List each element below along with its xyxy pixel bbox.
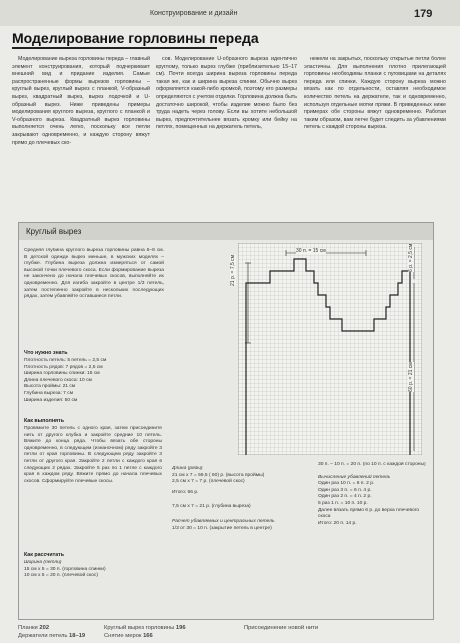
- panel-title: Круглый вырез: [26, 227, 82, 236]
- need-line: Ширина изделия: 50 см: [24, 397, 78, 403]
- footer-ref: Снятие мерок 166: [104, 633, 153, 639]
- page-number: 179: [414, 8, 433, 20]
- text-column-1: [12, 56, 150, 216]
- calc-list: [24, 560, 174, 586]
- chart-grid: [238, 243, 422, 455]
- right-upper-label: 6 р. = 2,5 см: [408, 243, 414, 272]
- text-column-3: [304, 56, 446, 216]
- how-heading: Как выполнять: [24, 418, 64, 424]
- knitting-chart: [238, 243, 422, 460]
- need-heading: Что нужно знать: [24, 350, 68, 356]
- calc-line: 21 см х 7 = 59,5 ( 60) р. (высота проймы): [172, 472, 265, 478]
- calc-line: 2,5 см х 7 = 7 р. (плечевой скос): [172, 479, 245, 485]
- calc-line: Расчет убавляемых и центральных петель: [172, 518, 275, 524]
- need-line: Ширина горловины спинки: 15 см: [24, 371, 100, 377]
- calc-line: Ширина (петли): [24, 560, 62, 565]
- footer-ref: Круглый вырез горловины 196: [104, 625, 186, 631]
- footer-ref: Держатели петель 18–19: [18, 633, 86, 639]
- calc-line: 5 раз 1 п. = 10 п. 10 р.: [318, 500, 368, 506]
- calc-line: Итого: 66 р.: [172, 489, 199, 495]
- calc-line: 30 п. – 10 п. = 20 п. (по 10 п. с каждой стороны): [318, 462, 426, 467]
- intro-text: Средняя глубина круглого выреза горловины равна 6–8 см. В детской одежде вырез меньше, в мужских моделях – глубже. Глубина выреза должна измеряться от самой высокой точки плечевого скоса. Если формирование выреза не закончено до начала плечевых скосов, выполняйте их одновременно. Для изгиба закройте в центре 1/3 петель, затем постепенно закройте в нескольких последующих рядах, затем убавляйте оставшиеся петли.: [24, 248, 164, 300]
- right-lower-label: 60 р. = 21 см: [408, 362, 414, 392]
- calc-heading: Как рассчитать: [24, 552, 65, 558]
- calc-line: 10 см х 5 = 20 п. (плечевой скос): [24, 573, 98, 579]
- paragraph: нежели на закрытых, поскольку открытые петли более эластичны. Для выполнения плотно прилегающей горловины необходимы планки с пуговицами на деталях переда или спинки. Каждую сторону выреза можно вязать как по отдельности, оставляя необходимое количество петель на держателе, так и одновременно, используя отдельные мотки пряжи. В приведенных ниже примерах обе стороны вяжут одновременно. Работая таким образом, вам легче будет следить за убавлениями петель с каждой стороны выреза.: [304, 56, 446, 131]
- width-label: 30 п. = 15 см: [296, 248, 326, 254]
- need-line: Глубина выреза: 7 см: [24, 390, 74, 396]
- calc-line: Вычисление убавлений петель: [318, 474, 391, 480]
- calc-line: Далее вязать прямо 6 р. до верха плечевого скоса: [318, 507, 420, 520]
- calc-line: Один раз 2 п. = 4 п. 2 р.: [318, 494, 372, 500]
- text-column-2: [156, 56, 297, 216]
- calc-line: 1/3 от 30 = 10 п. (закрытие петель в центре): [172, 525, 272, 531]
- need-line: Высота проймы: 21 см: [24, 384, 76, 390]
- calc-line: Итого: 20 п. 14 р.: [318, 520, 357, 526]
- footer-ref: Планки 202: [18, 625, 50, 631]
- length-calc: [172, 466, 308, 616]
- need-line: Длина плечевого скоса: 10 см: [24, 377, 92, 383]
- page-title: Моделирование горловины переда: [12, 30, 259, 46]
- paragraph: сов. Моделирование U-образного выреза идентично круглому, только вырез глубже (приблизительно 15–17 см). Почти всегда ширина выреза горловины переда такая же, как и ширина выреза спинки. Обычно вырез оформляется какой-либо кромкой, поэтому его размеры определяются с учетом отделки. Горловина должна быть достаточно широкой, чтобы изделие можно было без труда надеть через голову. Если вы хотите небольшой вырез, предпочтительнее вязать кромку или бейку на петлях, помещенных на держатель петель,: [156, 56, 297, 131]
- left-height-label: 21 р. = 7,5 см: [230, 254, 236, 286]
- title-underline: [12, 47, 217, 49]
- calc-line: Один раз 3 п. = 6 п. 4 р.: [318, 487, 372, 493]
- footer-ref: Присоединение новой нити: [244, 625, 319, 631]
- calc-line: 15 см х 5 = 30 п. (горловина спинки): [24, 566, 106, 572]
- calc-line: 7,5 см х 7 = 21 р. (глубина выреза): [172, 504, 251, 510]
- decrease-calc: [318, 462, 426, 612]
- calc-line: Один раз 10 п. = 6 п. 2 р.: [318, 481, 375, 487]
- need-line: Плотность петель: 5 петель = 2,5 см: [24, 358, 107, 363]
- section-title: Конструирование и дизайн: [150, 10, 238, 17]
- need-line: Плотность рядов: 7 рядов = 2,5 см: [24, 364, 103, 370]
- need-list: [24, 358, 174, 414]
- how-text: Провяжите 30 петель с одного края, затем присоедините нить от другого клубка и закройте средние 10 петель. Вяжите до конца ряда. Чтобы вязать обе стороны одновременно, в следующем (изнаночном) ряду закройте 3 петли от края горловины. В следующем ряду закройте 3 петли от другого края. Закройте 2 петли с каждого края в следующих 2 рядах. Закройте 5 раз по 1 петле с каждого края в каждом ряду. Вяжите прямо до начала плечевых скосов. Сформируйте плечевые скосы.: [24, 426, 162, 484]
- calc-line: Длина (ряды): [172, 466, 203, 471]
- paragraph: Моделирование выреза горловины переда – главный элемент конструирования, который подчеркивает внешний вид и придание изделия. Самые распространенные формы вырезов горловины – круглый вырез, круглый вырез с планкой, V-образный вырез, квадратный вырез, вырез лодочкой и U-образный вырез. Ниже приведены примеры моделирования круглого выреза, круглого с планкой и V-образного выреза. Квадратный вырез горловины выполняется очень легко, поскольку все петли закрывают одновременно, и каждую сторону вяжут прямо до плечевых ско-: [12, 56, 150, 146]
